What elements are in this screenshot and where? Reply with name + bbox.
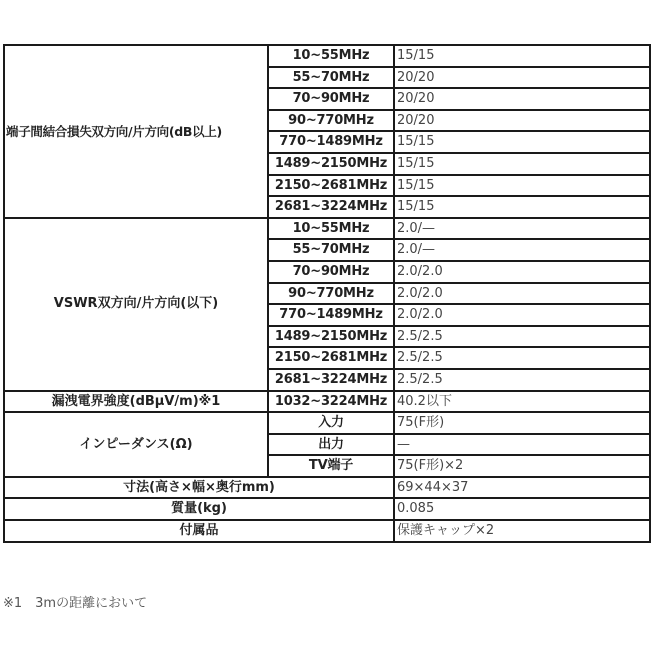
value-cell: 2.5/2.5 [394,369,650,391]
port-cell: 出力 [268,434,394,456]
freq-cell: 2150~2681MHz [268,347,394,369]
value-cell: 保護キャップ×2 [394,520,650,542]
freq-cell: 70~90MHz [268,261,394,283]
freq-cell: 1489~2150MHz [268,153,394,175]
freq-cell: 90~770MHz [268,110,394,132]
value-cell: 40.2以下 [394,391,650,413]
footnote: ※1 3mの距離において [3,596,148,611]
table-row [4,520,650,542]
table-row [4,391,650,413]
value-cell: 2.5/2.5 [394,347,650,369]
table-row [4,498,650,520]
freq-cell: 2681~3224MHz [268,369,394,391]
value-cell: — [394,434,650,456]
freq-cell: 10~55MHz [268,218,394,240]
value-cell: 15/15 [394,131,650,153]
freq-cell: 10~55MHz [268,45,394,67]
value-cell: 75(F形)×2 [394,455,650,477]
value-cell: 15/15 [394,153,650,175]
value-cell: 2.0/2.0 [394,283,650,305]
dimensions-label: 寸法(高さ×幅×奥行mm) [4,477,394,499]
table-row [4,45,650,67]
value-cell: 2.0/2.0 [394,261,650,283]
value-cell: 2.0/2.0 [394,304,650,326]
freq-cell: 55~70MHz [268,239,394,261]
table-row [4,477,650,499]
port-cell: 入力 [268,412,394,434]
freq-cell: 55~70MHz [268,67,394,89]
table-row [4,412,650,434]
value-cell: 15/15 [394,175,650,197]
freq-cell: 2681~3224MHz [268,196,394,218]
freq-cell: 70~90MHz [268,88,394,110]
value-cell: 15/15 [394,196,650,218]
value-cell: 2.5/2.5 [394,326,650,348]
impedance-label: インピーダンス(Ω) [4,412,268,477]
freq-cell: 2150~2681MHz [268,175,394,197]
freq-cell: 90~770MHz [268,283,394,305]
vswr-label: VSWR双方向/片方向(以下) [4,218,268,391]
value-cell: 20/20 [394,110,650,132]
value-cell: 20/20 [394,67,650,89]
value-cell: 0.085 [394,498,650,520]
port-cell: TV端子 [268,455,394,477]
freq-cell: 770~1489MHz [268,131,394,153]
mass-label: 質量(kg) [4,498,394,520]
accessories-label: 付属品 [4,520,394,542]
spec-table [3,44,651,543]
freq-cell: 1032~3224MHz [268,391,394,413]
leakage-label: 漏洩電界強度(dBμV/m)※1 [4,391,268,413]
freq-cell: 1489~2150MHz [268,326,394,348]
value-cell: 20/20 [394,88,650,110]
value-cell: 15/15 [394,45,650,67]
value-cell: 2.0/— [394,218,650,240]
table-row [4,218,650,240]
freq-cell: 770~1489MHz [268,304,394,326]
value-cell: 2.0/— [394,239,650,261]
value-cell: 75(F形) [394,412,650,434]
value-cell: 69×44×37 [394,477,650,499]
isolation-label: 端子間結合損失双方向/片方向(dB以上) [4,45,268,218]
